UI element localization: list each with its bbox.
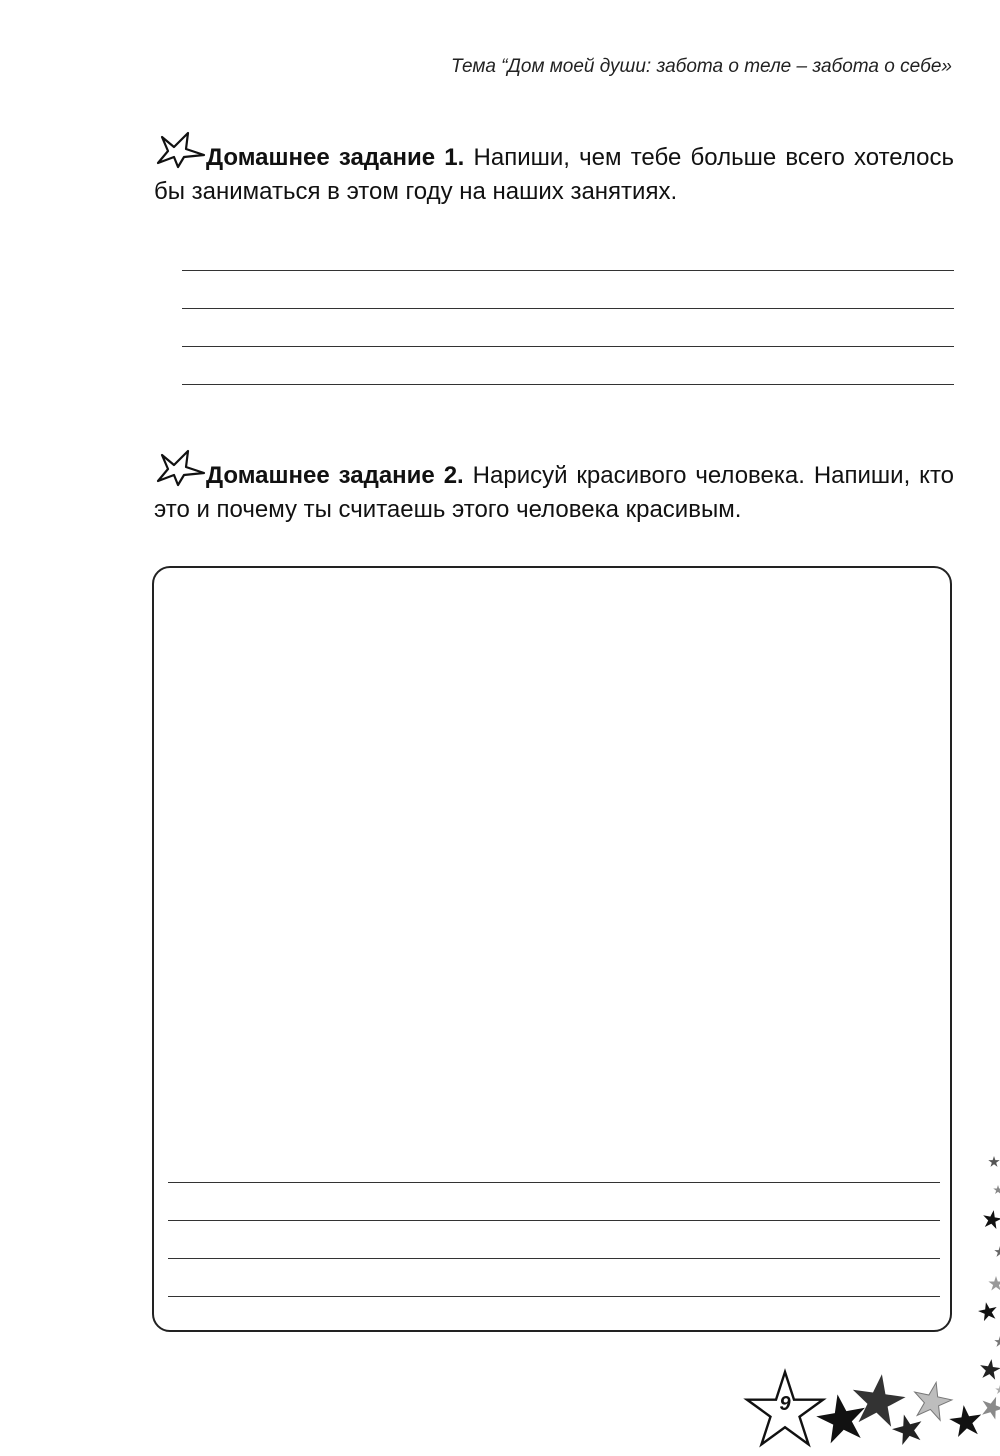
task-2-text: Нарисуй красивого человека. Напиши, кто это и почему ты считаешь этого человека красивым.: [154, 462, 955, 523]
task-1-text: Напиши, чем тебе больше всего хотелось бы заниматься в этом году на наших занятиях.: [154, 144, 954, 205]
page-header-topic: Тема “Дом моей души: забота о теле – забота о себе»: [450, 56, 952, 77]
answer-line[interactable]: [182, 384, 954, 385]
homework-task-1: [154, 131, 954, 209]
answer-line[interactable]: [182, 346, 954, 347]
task-2-title: Домашнее задание 2.: [206, 462, 464, 489]
homework-task-2: [154, 449, 954, 527]
outline-star-icon: [154, 449, 206, 487]
answer-line[interactable]: [182, 308, 954, 309]
task-1-title: Домашнее задание 1.: [206, 144, 465, 171]
answer-line[interactable]: [182, 270, 954, 271]
page-number: 9: [779, 1393, 791, 1415]
outline-star-icon: [154, 131, 206, 169]
